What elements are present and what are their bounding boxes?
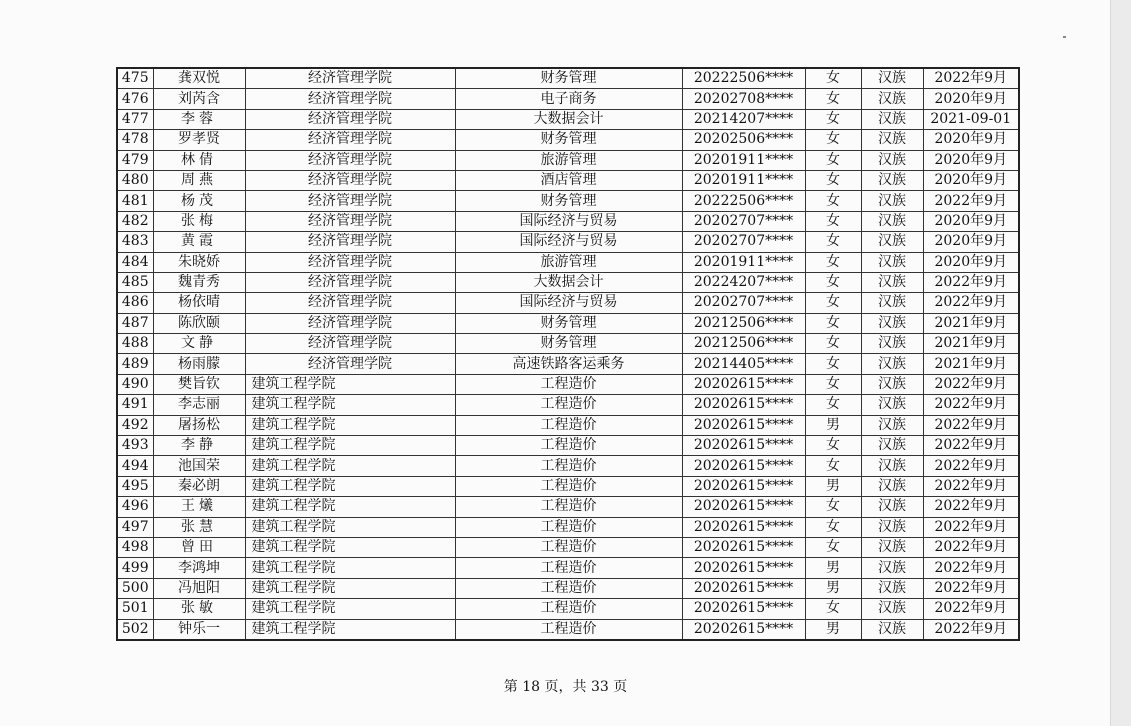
college-cell: 建筑工程学院 xyxy=(245,374,455,394)
enrollment-date-cell: 2020年9月 xyxy=(923,211,1019,231)
major-cell: 工程造价 xyxy=(455,517,682,537)
table-row xyxy=(117,150,1019,170)
college-cell: 建筑工程学院 xyxy=(245,497,455,517)
student-id-cell: 20202615**** xyxy=(682,517,805,537)
row-number-cell: 476 xyxy=(117,89,153,109)
enrollment-date-cell: 2022年9月 xyxy=(923,517,1019,537)
table-row xyxy=(117,252,1019,272)
student-roster-table xyxy=(116,67,1020,641)
major-cell: 工程造价 xyxy=(455,599,682,619)
major-cell: 旅游管理 xyxy=(455,252,682,272)
ethnicity-cell: 汉族 xyxy=(861,150,923,170)
major-cell: 财务管理 xyxy=(455,334,682,354)
table-row xyxy=(117,476,1019,496)
table-row xyxy=(117,497,1019,517)
student-id-cell: 20202707**** xyxy=(682,232,805,252)
student-name-cell: 魏青秀 xyxy=(153,272,245,292)
gender-cell: 女 xyxy=(805,293,861,313)
row-number-cell: 489 xyxy=(117,354,153,374)
college-cell: 经济管理学院 xyxy=(245,354,455,374)
student-id-cell: 20214207**** xyxy=(682,109,805,129)
enrollment-date-cell: 2022年9月 xyxy=(923,436,1019,456)
gender-cell: 女 xyxy=(805,497,861,517)
student-name-cell: 文静 xyxy=(153,334,245,354)
enrollment-date-cell: 2022年9月 xyxy=(923,537,1019,557)
ethnicity-cell: 汉族 xyxy=(861,395,923,415)
major-cell: 国际经济与贸易 xyxy=(455,211,682,231)
ethnicity-cell: 汉族 xyxy=(861,415,923,435)
enrollment-date-cell: 2022年9月 xyxy=(923,476,1019,496)
student-id-cell: 20224207**** xyxy=(682,272,805,292)
page-number-footer: 第 18 页，共 33 页 xyxy=(503,679,628,695)
gender-cell: 男 xyxy=(805,558,861,578)
row-number-cell: 483 xyxy=(117,232,153,252)
gender-cell: 女 xyxy=(805,599,861,619)
major-cell: 工程造价 xyxy=(455,436,682,456)
table-row xyxy=(117,211,1019,231)
table-row xyxy=(117,68,1019,89)
student-name-cell: 冯旭阳 xyxy=(153,578,245,598)
gender-cell: 女 xyxy=(805,191,861,211)
enrollment-date-cell: 2022年9月 xyxy=(923,415,1019,435)
gender-cell: 女 xyxy=(805,150,861,170)
gender-cell: 女 xyxy=(805,334,861,354)
student-name-cell: 李蓉 xyxy=(153,109,245,129)
enrollment-date-cell: 2021年9月 xyxy=(923,354,1019,374)
ethnicity-cell: 汉族 xyxy=(861,191,923,211)
college-cell: 经济管理学院 xyxy=(245,232,455,252)
row-number-cell: 477 xyxy=(117,109,153,129)
enrollment-date-cell: 2022年9月 xyxy=(923,191,1019,211)
enrollment-date-cell: 2022年9月 xyxy=(923,272,1019,292)
gender-cell: 女 xyxy=(805,456,861,476)
major-cell: 工程造价 xyxy=(455,476,682,496)
college-cell: 经济管理学院 xyxy=(245,313,455,333)
ethnicity-cell: 汉族 xyxy=(861,578,923,598)
ethnicity-cell: 汉族 xyxy=(861,537,923,557)
student-name-cell: 秦必朗 xyxy=(153,476,245,496)
table-row xyxy=(117,109,1019,129)
student-id-cell: 20212506**** xyxy=(682,313,805,333)
major-cell: 工程造价 xyxy=(455,456,682,476)
student-id-cell: 20201911**** xyxy=(682,170,805,190)
college-cell: 建筑工程学院 xyxy=(245,456,455,476)
ethnicity-cell: 汉族 xyxy=(861,436,923,456)
major-cell: 大数据会计 xyxy=(455,109,682,129)
student-id-cell: 20214405**** xyxy=(682,354,805,374)
student-id-cell: 20222506**** xyxy=(682,191,805,211)
gender-cell: 男 xyxy=(805,619,861,640)
table-row xyxy=(117,619,1019,640)
college-cell: 经济管理学院 xyxy=(245,293,455,313)
college-cell: 经济管理学院 xyxy=(245,211,455,231)
row-number-cell: 484 xyxy=(117,252,153,272)
college-cell: 经济管理学院 xyxy=(245,109,455,129)
row-number-cell: 498 xyxy=(117,537,153,557)
gender-cell: 女 xyxy=(805,374,861,394)
student-name-cell: 曾田 xyxy=(153,537,245,557)
student-id-cell: 20202615**** xyxy=(682,415,805,435)
enrollment-date-cell: 2022年9月 xyxy=(923,293,1019,313)
college-cell: 经济管理学院 xyxy=(245,130,455,150)
row-number-cell: 478 xyxy=(117,130,153,150)
ethnicity-cell: 汉族 xyxy=(861,170,923,190)
college-cell: 建筑工程学院 xyxy=(245,395,455,415)
college-cell: 经济管理学院 xyxy=(245,150,455,170)
student-name-cell: 周燕 xyxy=(153,170,245,190)
enrollment-date-cell: 2022年9月 xyxy=(923,619,1019,640)
major-cell: 高速铁路客运乘务 xyxy=(455,354,682,374)
enrollment-date-cell: 2020年9月 xyxy=(923,150,1019,170)
gender-cell: 女 xyxy=(805,68,861,89)
table-row xyxy=(117,578,1019,598)
row-number-cell: 486 xyxy=(117,293,153,313)
enrollment-date-cell: 2021年9月 xyxy=(923,334,1019,354)
student-name-cell: 黄霞 xyxy=(153,232,245,252)
ethnicity-cell: 汉族 xyxy=(861,456,923,476)
student-id-cell: 20202615**** xyxy=(682,374,805,394)
table-row xyxy=(117,334,1019,354)
row-number-cell: 487 xyxy=(117,313,153,333)
gender-cell: 男 xyxy=(805,578,861,598)
gender-cell: 女 xyxy=(805,211,861,231)
row-number-cell: 492 xyxy=(117,415,153,435)
student-id-cell: 20212506**** xyxy=(682,334,805,354)
roster-body xyxy=(117,68,1019,640)
major-cell: 财务管理 xyxy=(455,313,682,333)
table-row xyxy=(117,354,1019,374)
row-number-cell: 479 xyxy=(117,150,153,170)
table-row xyxy=(117,130,1019,150)
gender-cell: 女 xyxy=(805,395,861,415)
major-cell: 工程造价 xyxy=(455,497,682,517)
student-id-cell: 20201911**** xyxy=(682,150,805,170)
student-name-cell: 张敏 xyxy=(153,599,245,619)
row-number-cell: 496 xyxy=(117,497,153,517)
major-cell: 财务管理 xyxy=(455,68,682,89)
major-cell: 工程造价 xyxy=(455,619,682,640)
major-cell: 电子商务 xyxy=(455,89,682,109)
college-cell: 建筑工程学院 xyxy=(245,436,455,456)
row-number-cell: 480 xyxy=(117,170,153,190)
student-name-cell: 屠扬松 xyxy=(153,415,245,435)
ethnicity-cell: 汉族 xyxy=(861,232,923,252)
table-row xyxy=(117,558,1019,578)
table-row xyxy=(117,191,1019,211)
row-number-cell: 494 xyxy=(117,456,153,476)
major-cell: 国际经济与贸易 xyxy=(455,232,682,252)
enrollment-date-cell: 2022年9月 xyxy=(923,374,1019,394)
college-cell: 建筑工程学院 xyxy=(245,476,455,496)
college-cell: 经济管理学院 xyxy=(245,252,455,272)
student-name-cell: 李志丽 xyxy=(153,395,245,415)
ethnicity-cell: 汉族 xyxy=(861,334,923,354)
major-cell: 工程造价 xyxy=(455,537,682,557)
college-cell: 经济管理学院 xyxy=(245,191,455,211)
row-number-cell: 488 xyxy=(117,334,153,354)
ethnicity-cell: 汉族 xyxy=(861,89,923,109)
student-id-cell: 20202615**** xyxy=(682,476,805,496)
gender-cell: 女 xyxy=(805,170,861,190)
student-id-cell: 20202615**** xyxy=(682,599,805,619)
major-cell: 大数据会计 xyxy=(455,272,682,292)
enrollment-date-cell: 2022年9月 xyxy=(923,68,1019,89)
student-name-cell: 罗孝贤 xyxy=(153,130,245,150)
college-cell: 建筑工程学院 xyxy=(245,599,455,619)
row-number-cell: 495 xyxy=(117,476,153,496)
student-id-cell: 20202615**** xyxy=(682,537,805,557)
table-row xyxy=(117,374,1019,394)
college-cell: 经济管理学院 xyxy=(245,272,455,292)
student-name-cell: 杨茂 xyxy=(153,191,245,211)
enrollment-date-cell: 2022年9月 xyxy=(923,558,1019,578)
table-row xyxy=(117,293,1019,313)
gender-cell: 女 xyxy=(805,517,861,537)
student-id-cell: 20202506**** xyxy=(682,130,805,150)
student-name-cell: 池国荣 xyxy=(153,456,245,476)
gender-cell: 女 xyxy=(805,272,861,292)
ethnicity-cell: 汉族 xyxy=(861,558,923,578)
student-name-cell: 张梅 xyxy=(153,211,245,231)
student-name-cell: 林倩 xyxy=(153,150,245,170)
row-number-cell: 490 xyxy=(117,374,153,394)
enrollment-date-cell: 2022年9月 xyxy=(923,599,1019,619)
enrollment-date-cell: 2020年9月 xyxy=(923,252,1019,272)
college-cell: 经济管理学院 xyxy=(245,89,455,109)
ethnicity-cell: 汉族 xyxy=(861,130,923,150)
enrollment-date-cell: 2022年9月 xyxy=(923,578,1019,598)
student-name-cell: 李静 xyxy=(153,436,245,456)
enrollment-date-cell: 2021-09-01 xyxy=(923,109,1019,129)
student-id-cell: 20202615**** xyxy=(682,395,805,415)
major-cell: 财务管理 xyxy=(455,130,682,150)
enrollment-date-cell: 2022年9月 xyxy=(923,456,1019,476)
ethnicity-cell: 汉族 xyxy=(861,68,923,89)
ethnicity-cell: 汉族 xyxy=(861,313,923,333)
ethnicity-cell: 汉族 xyxy=(861,599,923,619)
student-id-cell: 20202615**** xyxy=(682,456,805,476)
student-name-cell: 杨依晴 xyxy=(153,293,245,313)
enrollment-date-cell: 2020年9月 xyxy=(923,170,1019,190)
gender-cell: 女 xyxy=(805,537,861,557)
table-row xyxy=(117,436,1019,456)
major-cell: 工程造价 xyxy=(455,578,682,598)
table-row xyxy=(117,232,1019,252)
gender-cell: 女 xyxy=(805,313,861,333)
enrollment-date-cell: 2020年9月 xyxy=(923,232,1019,252)
student-id-cell: 20202615**** xyxy=(682,558,805,578)
student-id-cell: 20201911**** xyxy=(682,252,805,272)
college-cell: 建筑工程学院 xyxy=(245,537,455,557)
college-cell: 建筑工程学院 xyxy=(245,619,455,640)
student-id-cell: 20222506**** xyxy=(682,68,805,89)
major-cell: 工程造价 xyxy=(455,395,682,415)
row-number-cell: 482 xyxy=(117,211,153,231)
table-row xyxy=(117,170,1019,190)
gender-cell: 女 xyxy=(805,252,861,272)
major-cell: 工程造价 xyxy=(455,415,682,435)
gender-cell: 女 xyxy=(805,232,861,252)
student-name-cell: 钟乐一 xyxy=(153,619,245,640)
gender-cell: 女 xyxy=(805,89,861,109)
gender-cell: 女 xyxy=(805,130,861,150)
student-id-cell: 20202707**** xyxy=(682,211,805,231)
student-id-cell: 20202707**** xyxy=(682,293,805,313)
student-id-cell: 20202615**** xyxy=(682,436,805,456)
enrollment-date-cell: 2021年9月 xyxy=(923,313,1019,333)
ethnicity-cell: 汉族 xyxy=(861,211,923,231)
ethnicity-cell: 汉族 xyxy=(861,354,923,374)
gender-cell: 男 xyxy=(805,415,861,435)
major-cell: 工程造价 xyxy=(455,558,682,578)
ethnicity-cell: 汉族 xyxy=(861,374,923,394)
gender-cell: 女 xyxy=(805,109,861,129)
row-number-cell: 485 xyxy=(117,272,153,292)
table-row xyxy=(117,272,1019,292)
student-name-cell: 龚双悦 xyxy=(153,68,245,89)
table-row xyxy=(117,599,1019,619)
college-cell: 经济管理学院 xyxy=(245,68,455,89)
college-cell: 建筑工程学院 xyxy=(245,558,455,578)
ethnicity-cell: 汉族 xyxy=(861,272,923,292)
table-row xyxy=(117,89,1019,109)
table-row xyxy=(117,395,1019,415)
gender-cell: 女 xyxy=(805,436,861,456)
major-cell: 财务管理 xyxy=(455,191,682,211)
row-number-cell: 497 xyxy=(117,517,153,537)
scan-speck xyxy=(1063,36,1066,38)
row-number-cell: 502 xyxy=(117,619,153,640)
enrollment-date-cell: 2022年9月 xyxy=(923,497,1019,517)
student-id-cell: 20202708**** xyxy=(682,89,805,109)
row-number-cell: 501 xyxy=(117,599,153,619)
student-name-cell: 陈欣颐 xyxy=(153,313,245,333)
major-cell: 工程造价 xyxy=(455,374,682,394)
student-id-cell: 20202615**** xyxy=(682,497,805,517)
row-number-cell: 500 xyxy=(117,578,153,598)
table-row xyxy=(117,537,1019,557)
ethnicity-cell: 汉族 xyxy=(861,619,923,640)
student-name-cell: 李鸿坤 xyxy=(153,558,245,578)
table-row xyxy=(117,313,1019,333)
college-cell: 建筑工程学院 xyxy=(245,415,455,435)
student-name-cell: 杨雨朦 xyxy=(153,354,245,374)
major-cell: 旅游管理 xyxy=(455,150,682,170)
row-number-cell: 491 xyxy=(117,395,153,415)
table-row xyxy=(117,415,1019,435)
table-row xyxy=(117,456,1019,476)
gender-cell: 女 xyxy=(805,354,861,374)
major-cell: 国际经济与贸易 xyxy=(455,293,682,313)
ethnicity-cell: 汉族 xyxy=(861,109,923,129)
college-cell: 建筑工程学院 xyxy=(245,578,455,598)
ethnicity-cell: 汉族 xyxy=(861,476,923,496)
college-cell: 建筑工程学院 xyxy=(245,517,455,537)
student-name-cell: 王爔 xyxy=(153,497,245,517)
ethnicity-cell: 汉族 xyxy=(861,293,923,313)
student-name-cell: 樊旨钦 xyxy=(153,374,245,394)
table-row xyxy=(117,517,1019,537)
student-name-cell: 张慧 xyxy=(153,517,245,537)
student-id-cell: 20202615**** xyxy=(682,619,805,640)
student-id-cell: 20202615**** xyxy=(682,578,805,598)
row-number-cell: 493 xyxy=(117,436,153,456)
row-number-cell: 499 xyxy=(117,558,153,578)
major-cell: 酒店管理 xyxy=(455,170,682,190)
row-number-cell: 475 xyxy=(117,68,153,89)
student-name-cell: 刘芮含 xyxy=(153,89,245,109)
college-cell: 经济管理学院 xyxy=(245,334,455,354)
gender-cell: 男 xyxy=(805,476,861,496)
ethnicity-cell: 汉族 xyxy=(861,517,923,537)
row-number-cell: 481 xyxy=(117,191,153,211)
student-name-cell: 朱晓娇 xyxy=(153,252,245,272)
enrollment-date-cell: 2020年9月 xyxy=(923,130,1019,150)
college-cell: 经济管理学院 xyxy=(245,170,455,190)
enrollment-date-cell: 2022年9月 xyxy=(923,395,1019,415)
ethnicity-cell: 汉族 xyxy=(861,497,923,517)
ethnicity-cell: 汉族 xyxy=(861,252,923,272)
enrollment-date-cell: 2020年9月 xyxy=(923,89,1019,109)
